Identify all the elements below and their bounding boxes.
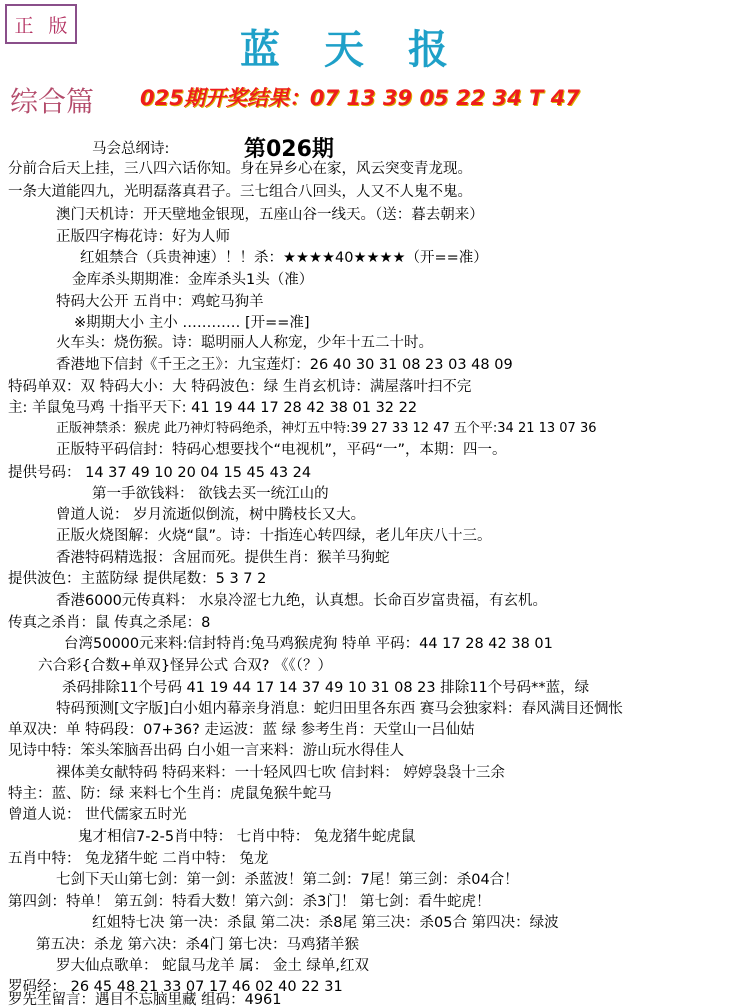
text-line: 特码预测[文字版]白小姐内幕亲身消息：蛇归田里各东西 赛马会独家料：春风满目还惆怅 bbox=[56, 701, 623, 717]
text-line: 分前合后天上挂，三八四六话你知。身在异乡心在家，风云突变青龙现。 bbox=[8, 161, 472, 177]
text-line: ※期期大小 主小 ………… [开==准] bbox=[74, 315, 310, 331]
text-line: 正版四字梅花诗：好为人师 bbox=[56, 229, 230, 245]
text-line: 裸体美女献特码 特码来料：一十轻风四七吹 信封料： 婷婷袅袅十三余 bbox=[56, 765, 505, 781]
text-line: 第一手欲钱料： 欲钱去买一统江山的 bbox=[92, 486, 329, 502]
text-line: 杀码排除11个号码 41 19 44 17 14 37 49 10 31 08 23 排除11个号码**蓝，绿 bbox=[62, 680, 590, 696]
text-line: 罗先生留言：遇目不忘脑里藏 组码：4961 bbox=[8, 992, 282, 1008]
text-line: 香港6000元传真料： 水泉冷涩七九绝，认真想。长命百岁富贵福，有玄机。 bbox=[56, 593, 548, 609]
text-line: 马会总纲诗: bbox=[92, 141, 170, 157]
text-line: 鬼才相信7-2-5肖中特： 七肖中特： 兔龙猪牛蛇虎鼠 bbox=[78, 829, 416, 845]
text-line: 单双决：单 特码段：07+36? 走运波：蓝 绿 参考生肖：天堂山一吕仙姑 bbox=[8, 722, 475, 738]
newspaper-title: 蓝天报 bbox=[240, 26, 492, 73]
text-line: 特主：蓝、防：绿 来料七个生肖：虎鼠兔猴牛蛇马 bbox=[8, 786, 332, 802]
text-line: 见诗中特：笨头笨脑吾出码 白小姐一言来料：游山玩水得佳人 bbox=[8, 743, 405, 759]
text-line: 正版火烧图解：火烧“鼠”。诗：十指连心转四绿，老儿年庆八十三。 bbox=[56, 528, 492, 544]
text-line: 红姐特七决 第一决：杀鼠 第二决：杀8尾 第三决：杀05合 第四决：绿波 bbox=[92, 915, 559, 931]
text-line: 罗大仙点歌单： 蛇鼠马龙羊 属： 金土 绿单,红双 bbox=[56, 958, 370, 974]
text-line: 特码大公开 五肖中：鸡蛇马狗羊 bbox=[56, 294, 264, 310]
text-line: 火车头：烧伤猴。诗：聪明丽人人称宠，少年十五二十时。 bbox=[56, 335, 433, 351]
text-line: 正版神禁杀：猴虎 此乃神灯特码绝杀，神灯五中特:39 27 33 12 47 五个平:34 21 13 07 36 bbox=[56, 421, 597, 436]
text-line: 台湾50000元来料:信封特肖:兔马鸡猴虎狗 特单 平码：44 17 28 42 38 01 bbox=[64, 636, 553, 652]
text-line: 一条大道能四九，光明磊落真君子。三七组合八回头，人又不人鬼不鬼。 bbox=[8, 184, 472, 200]
text-line: 香港地下信封《千王之王》：九宝莲灯：26 40 30 31 08 23 03 48 09 bbox=[56, 357, 513, 373]
text-line: 曾道人说： 岁月流逝似倒流，树中腾枝长又大。 bbox=[56, 507, 366, 523]
text-line: 七剑下天山第七剑：第一剑：杀蓝波！第二剑：7尾！第三剑：杀04合！ bbox=[56, 872, 519, 888]
text-line: 第四剑：特单！ 第五剑：特看大数！第六剑：杀3门！ 第七剑：看牛蛇虎！ bbox=[8, 894, 491, 910]
badge-char-right: 版 bbox=[48, 14, 68, 37]
text-line: 提供号码： 14 37 49 10 20 04 15 45 43 24 bbox=[8, 465, 312, 481]
text-line: 香港特码精选报：含屈而死。提供生肖：猴羊马狗蛇 bbox=[56, 550, 390, 566]
badge-char-left: 正 bbox=[14, 14, 34, 37]
text-line: 特码单双：双 特码大小：大 特码波色：绿 生肖玄机诗：满屋落叶扫不完 bbox=[8, 379, 472, 395]
authentic-badge bbox=[5, 4, 77, 44]
text-line: 澳门天机诗：开天壁地金银现，五座山谷一线天。（送：暮去朝来） bbox=[56, 207, 484, 223]
text-line: 红姐禁合（兵贵神速）！！杀：★★★★40★★★★（开==准） bbox=[80, 250, 488, 266]
issue-number: 第026期 bbox=[244, 137, 334, 162]
section-title: 综合篇 bbox=[10, 85, 95, 118]
text-line: 提供波色：主蓝防绿 提供尾数：5 3 7 2 bbox=[8, 571, 267, 587]
text-line: 五肖中特： 兔龙猪牛蛇 二肖中特： 兔龙 bbox=[8, 851, 269, 867]
text-line: 主: 羊鼠兔马鸡 十指平天下: 41 19 44 17 28 42 38 01 32 22 bbox=[8, 400, 418, 416]
text-line: 传真之杀肖：鼠 传真之杀尾：8 bbox=[8, 615, 211, 631]
text-line: 正版特平码信封：特码心想要找个“电视机”，平码“一”，本期：四一。 bbox=[56, 442, 507, 458]
text-line: 曾道人说： 世代儒家五时光 bbox=[8, 807, 187, 823]
text-line: 第五决：杀龙 第六决：杀4门 第七决：马鸡猪羊猴 bbox=[36, 937, 359, 953]
text-line: 六合彩{合数+单双}怪异公式 合双? 《《（？） bbox=[38, 658, 333, 674]
draw-result: 025期开奖结果：07 13 39 05 22 34 T 47 bbox=[140, 86, 580, 110]
text-line: 罗码经： 26 45 48 21 33 07 17 46 02 40 22 31 bbox=[8, 979, 343, 995]
text-line: 金库杀头期期准：金库杀头1头（准） bbox=[72, 272, 314, 288]
